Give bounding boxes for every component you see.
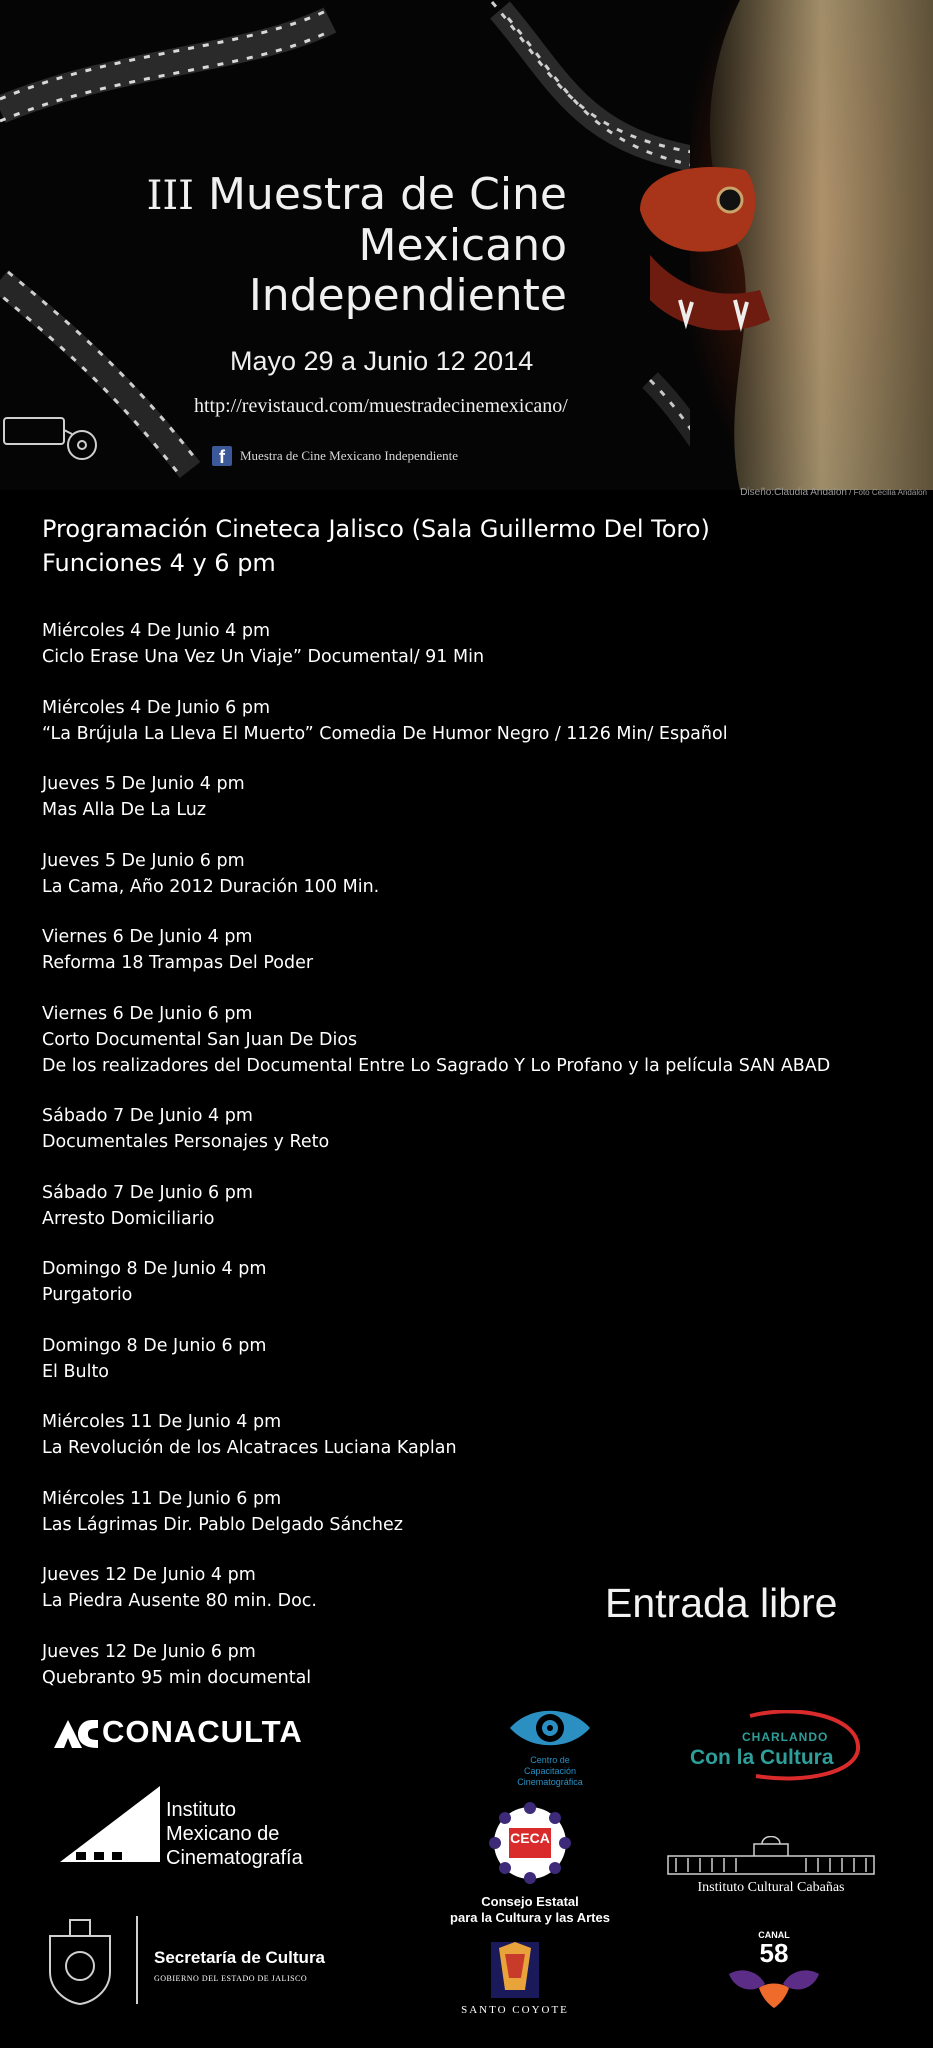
event-title: Mas Alla De La Luz — [42, 800, 207, 820]
event-item — [42, 618, 922, 670]
free-entry-label: Entrada libre — [605, 1580, 838, 1626]
imcine-line-3: Cinematografía — [166, 1847, 303, 1869]
gobierno-text: GOBIERNO DEL ESTADO DE JALISCO — [154, 1974, 308, 1983]
charlando-bottom: Con la Cultura — [690, 1746, 834, 1769]
event-item — [42, 848, 922, 900]
design-credit — [740, 487, 927, 498]
event-title: La Revolución de los Alcatraces Luciana Kaplan — [42, 1438, 457, 1458]
ccc-line-1: Centro de — [530, 1755, 570, 1765]
event-title: El Bulto — [42, 1361, 110, 1382]
event-date: Miércoles 11 De Junio 6 pm — [42, 1488, 282, 1509]
secretaria-logo — [40, 1912, 360, 2008]
imcine-mark-icon — [56, 1782, 166, 1866]
secretaria-divider — [136, 1916, 138, 2004]
event-item — [42, 1639, 922, 1691]
ceca-logo — [410, 1800, 650, 1924]
imcine-line-1: Instituto — [166, 1799, 237, 1821]
event-item — [42, 771, 922, 823]
event-title: Reforma 18 Trampas Del Poder — [42, 953, 314, 973]
event-date: Viernes 6 De Junio 6 pm — [42, 1003, 253, 1024]
cabanas-text: Instituto Cultural Cabañas — [697, 1880, 845, 1895]
event-title: Las Lágrimas Dir. Pablo Delgado Sánchez — [42, 1514, 403, 1535]
event-title: “La Brújula La Lleva El Muerto” Comedia De Humor Negro / 1126 Min/ Español — [42, 723, 728, 744]
ceca-line-1: Consejo Estatal — [481, 1894, 579, 1909]
event-date: Jueves 5 De Junio 6 pm — [42, 850, 245, 871]
conaculta-logo — [52, 1712, 332, 1754]
event-item — [42, 1333, 922, 1385]
conaculta-mark-icon — [52, 1718, 102, 1750]
event-date: Jueves 12 De Junio 6 pm — [42, 1641, 256, 1662]
ccc-logo — [440, 1703, 660, 1793]
event-date: Miércoles 4 De Junio 6 pm — [42, 697, 271, 718]
event-date: Miércoles 4 De Junio 4 pm — [42, 621, 271, 641]
event-date: Sábado 7 De Junio 4 pm — [42, 1106, 253, 1126]
title-line-1: Muestra de Cine — [207, 169, 567, 220]
event-item — [42, 695, 922, 747]
secretaria-text: Secretaría de Cultura — [154, 1948, 326, 1967]
event-item — [42, 1001, 922, 1079]
ccc-line-3: Cinematográfica — [517, 1777, 583, 1787]
canal-58-hearts-icon — [719, 1966, 829, 2010]
event-title: Quebranto 95 min documental — [42, 1667, 312, 1688]
event-title: De los realizadores del Documental Entre Lo Sagrado Y Lo Profano y la película SAN ABAD — [42, 1055, 831, 1076]
poster-header — [0, 0, 933, 490]
event-list — [42, 618, 922, 1715]
event-title: Corto Documental San Juan De Dios — [42, 1029, 358, 1050]
event-date: Viernes 6 De Junio 4 pm — [42, 927, 253, 947]
event-item — [42, 1409, 922, 1461]
facebook-icon: f — [212, 446, 232, 466]
event-date: Miércoles 11 De Junio 4 pm — [42, 1412, 282, 1432]
event-dates: Mayo 29 a Junio 12 2014 — [230, 346, 534, 376]
event-title: La Cama, Año 2012 Duración 100 Min. — [42, 876, 380, 897]
event-item — [42, 1486, 922, 1538]
cabanas-logo — [646, 1836, 896, 1906]
credit-photo: / Foto Cecilia Andalon — [846, 488, 927, 497]
event-item — [42, 1180, 922, 1232]
event-date: Domingo 8 De Junio 4 pm — [42, 1259, 267, 1279]
canal-58-logo — [714, 1930, 834, 2014]
event-title: Purgatorio — [42, 1285, 133, 1305]
program-heading-line-1: Programación Cineteca Jalisco (Sala Guillermo Del Toro) — [42, 515, 710, 543]
ccc-eye-icon — [505, 1703, 595, 1753]
ceca-badge: CECA — [510, 1830, 550, 1846]
website-link[interactable]: http://revistaucd.com/muestradecinemexicano/ — [194, 395, 568, 417]
event-title: Arresto Domiciliario — [42, 1208, 215, 1229]
facebook-label: Muestra de Cine Mexicano Independiente — [240, 448, 459, 463]
title-line-3: Independiente — [248, 270, 567, 321]
canal-text: CANAL — [758, 1930, 790, 1940]
event-date: Sábado 7 De Junio 6 pm — [42, 1182, 253, 1203]
poster-title — [147, 170, 567, 321]
event-item — [42, 1256, 922, 1308]
event-item — [42, 1103, 922, 1155]
cabanas-building-icon — [666, 1836, 876, 1876]
event-date: Domingo 8 De Junio 6 pm — [42, 1335, 267, 1356]
jalisco-shield-icon — [40, 1912, 120, 2006]
program-heading — [42, 512, 710, 580]
ccc-line-2: Capacitación — [523, 1766, 577, 1776]
imcine-logo — [56, 1782, 346, 1872]
event-title: Documentales Personajes y Reto — [42, 1132, 330, 1152]
facebook-link[interactable] — [212, 446, 458, 466]
event-date: Jueves 12 De Junio 4 pm — [42, 1565, 256, 1585]
santo-coyote-logo — [450, 1938, 580, 2022]
charlando-logo — [686, 1710, 866, 1782]
title-numeral: III — [146, 173, 194, 219]
conaculta-text: CONACULTA — [102, 1714, 303, 1749]
ceca-line-2: para la Cultura y las Artes — [450, 1910, 610, 1925]
santo-coyote-icon — [485, 1938, 545, 2000]
canal-number: 58 — [759, 1938, 789, 1968]
title-line-2: Mexicano — [358, 220, 567, 271]
charlando-top: CHARLANDO — [742, 1730, 829, 1744]
credit-design: Diseño:Claudia Andalon — [740, 487, 847, 498]
program-heading-line-2: Funciones 4 y 6 pm — [42, 549, 276, 577]
event-date: Jueves 5 De Junio 4 pm — [42, 774, 245, 794]
event-title: La Piedra Ausente 80 min. Doc. — [42, 1591, 317, 1611]
santo-coyote-text: SANTO COYOTE — [461, 2004, 569, 2016]
event-item — [42, 924, 922, 976]
imcine-line-2: Mexicano de — [166, 1823, 280, 1845]
event-title: Ciclo Erase Una Vez Un Viaje” Documental/ 91 Min — [42, 647, 485, 667]
